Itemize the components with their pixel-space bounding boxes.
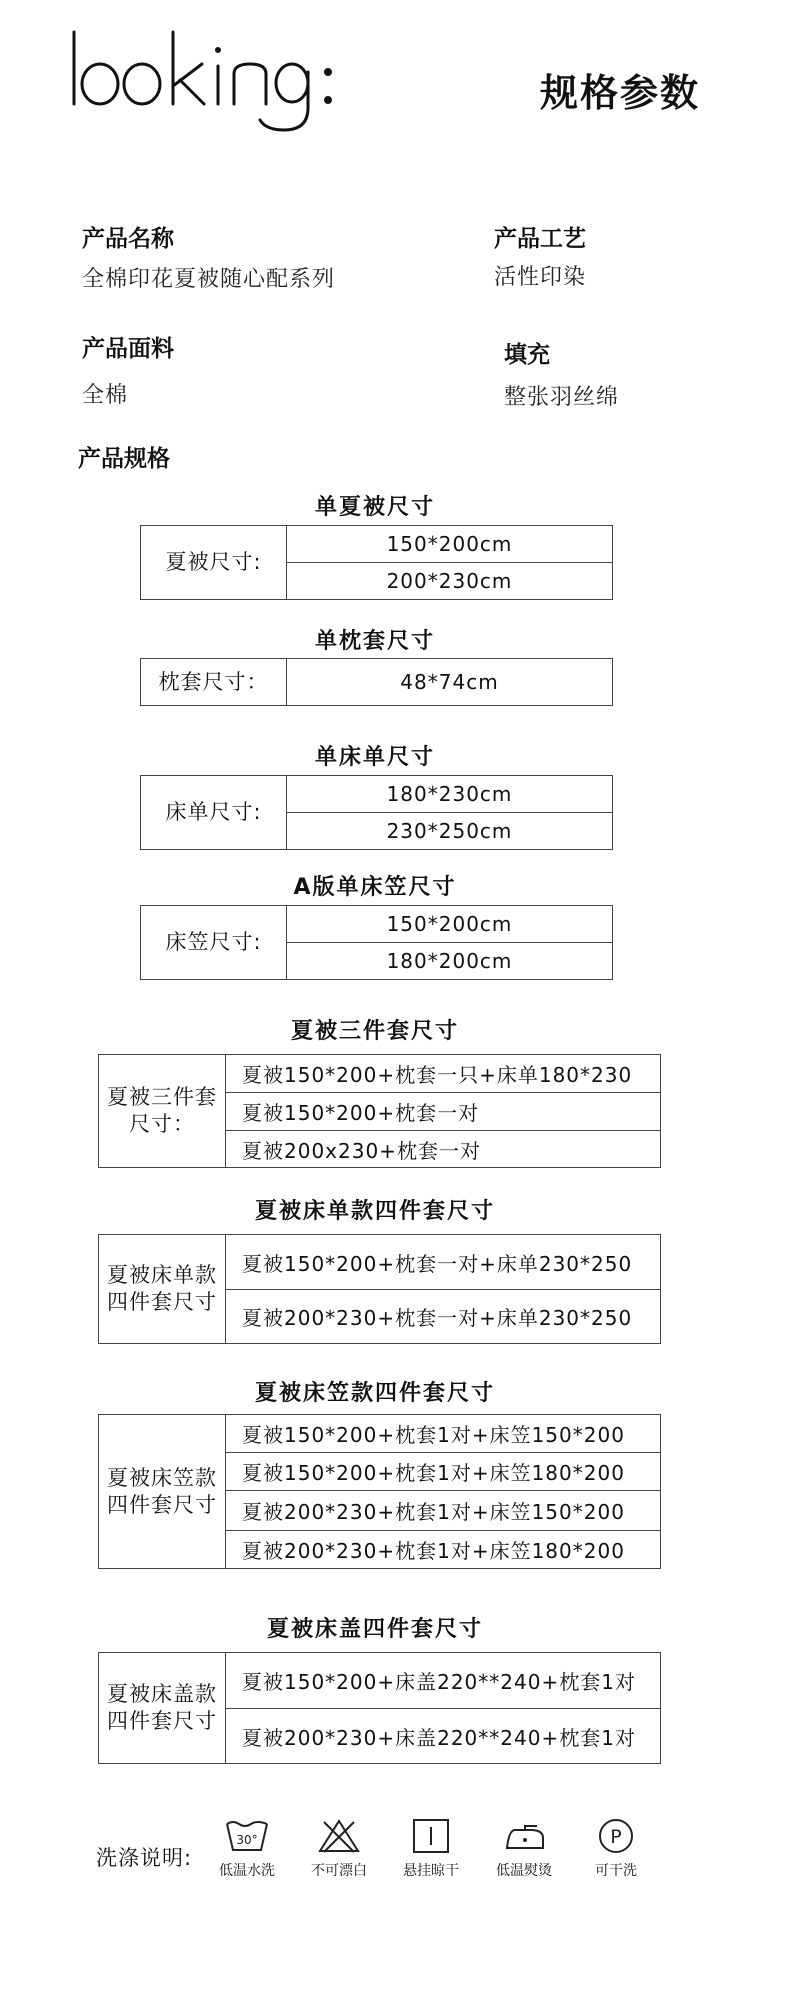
size-table-sheet xyxy=(140,775,613,850)
product-size-heading: 产品规格 xyxy=(78,446,170,472)
table-row: 230*250cm xyxy=(287,813,613,850)
table-row: 夏被200*230+枕套一对+床单230*250 xyxy=(226,1290,661,1344)
care-caption: 不可漂白 xyxy=(311,1863,367,1879)
care-item xyxy=(294,1818,384,1880)
hang-dry-icon xyxy=(408,1818,454,1854)
wash-30-icon xyxy=(224,1818,270,1854)
table-row: 夏被200x230+枕套一对 xyxy=(226,1131,661,1168)
section-title-four-piece-sheet: 夏被床单款四件套尺寸 xyxy=(254,1199,495,1224)
product-name-value: 全棉印花夏被随心配系列 xyxy=(82,267,336,292)
care-caption: 悬挂晾干 xyxy=(403,1863,459,1879)
care-item xyxy=(479,1818,569,1880)
size-table-fitted-sheet xyxy=(140,905,613,980)
table-row: 夏被200*230+枕套1对+床笠180*200 xyxy=(226,1531,661,1569)
dry-clean-letter: P xyxy=(610,1826,622,1848)
low-iron-icon xyxy=(501,1818,547,1854)
size-table-pillowcase xyxy=(140,658,613,706)
table-row: 夏被150*200+枕套一对 xyxy=(226,1093,661,1131)
section-title-three-piece: 夏被三件套尺寸 xyxy=(290,1019,459,1044)
care-caption: 低温水洗 xyxy=(219,1863,275,1879)
size-table-quilt xyxy=(140,525,613,600)
table-row: 48*74cm xyxy=(287,659,613,706)
table-row: 180*200cm xyxy=(287,943,613,980)
wash-temp-text: 30° xyxy=(236,1833,258,1847)
table-head: 枕套尺寸： xyxy=(141,659,287,706)
size-table-four-piece-fitted xyxy=(98,1414,661,1569)
table-head: 夏被三件套尺寸： xyxy=(99,1055,226,1168)
product-craft-label: 产品工艺 xyxy=(494,226,586,252)
table-row: 夏被150*200+床盖220**240+枕套1对 xyxy=(226,1653,661,1709)
size-table-three-piece xyxy=(98,1054,661,1168)
size-table-four-piece-cover xyxy=(98,1652,661,1764)
care-caption: 低温熨烫 xyxy=(496,1863,552,1879)
section-title-four-piece-cover: 夏被床盖四件套尺寸 xyxy=(266,1617,483,1642)
table-row: 夏被150*200+枕套1对+床笠150*200 xyxy=(226,1415,661,1453)
table-head: 床单尺寸: xyxy=(141,776,287,850)
section-title-quilt: 单夏被尺寸 xyxy=(314,495,435,520)
section-title-fitted-sheet: A版单床笠尺寸 xyxy=(293,875,457,900)
care-item xyxy=(202,1818,292,1880)
table-row: 夏被150*200+枕套一对+床单230*250 xyxy=(226,1235,661,1290)
table-head: 夏被尺寸: xyxy=(141,526,287,600)
care-label: 洗涤说明: xyxy=(96,1846,193,1870)
brand-logo xyxy=(70,28,340,136)
section-title-pillowcase: 单枕套尺寸 xyxy=(314,629,435,654)
size-table-four-piece-sheet xyxy=(98,1234,661,1344)
table-head: 床笠尺寸: xyxy=(141,906,287,980)
product-name-label: 产品名称 xyxy=(82,226,174,252)
care-item xyxy=(571,1818,661,1880)
product-fabric-label: 产品面料 xyxy=(82,336,174,362)
table-head: 夏被床单款四件套尺寸 xyxy=(99,1235,226,1344)
table-head: 夏被床笠款四件套尺寸 xyxy=(99,1415,226,1569)
table-row: 180*230cm xyxy=(287,776,613,813)
table-row: 夏被150*200+枕套1对+床笠180*200 xyxy=(226,1453,661,1491)
product-craft-value: 活性印染 xyxy=(494,265,587,290)
dry-clean-icon xyxy=(593,1818,639,1854)
product-fabric-value: 全棉 xyxy=(82,383,129,408)
section-title-sheet: 单床单尺寸 xyxy=(314,745,435,770)
section-title-four-piece-fitted: 夏被床笠款四件套尺寸 xyxy=(254,1381,495,1406)
table-row: 夏被200*230+床盖220**240+枕套1对 xyxy=(226,1709,661,1764)
care-item xyxy=(386,1818,476,1880)
table-row: 150*200cm xyxy=(287,526,613,563)
table-row: 200*230cm xyxy=(287,563,613,600)
product-fill-label: 填充 xyxy=(504,342,550,368)
table-row: 夏被150*200+枕套一只+床单180*230 xyxy=(226,1055,661,1093)
no-bleach-icon xyxy=(316,1818,362,1854)
care-caption: 可干洗 xyxy=(595,1863,637,1879)
table-head: 夏被床盖款四件套尺寸 xyxy=(99,1653,226,1764)
product-fill-value: 整张羽丝绵 xyxy=(504,385,620,410)
table-row: 150*200cm xyxy=(287,906,613,943)
table-row: 夏被200*230+枕套1对+床笠150*200 xyxy=(226,1491,661,1531)
page-title: 规格参数 xyxy=(540,71,701,115)
